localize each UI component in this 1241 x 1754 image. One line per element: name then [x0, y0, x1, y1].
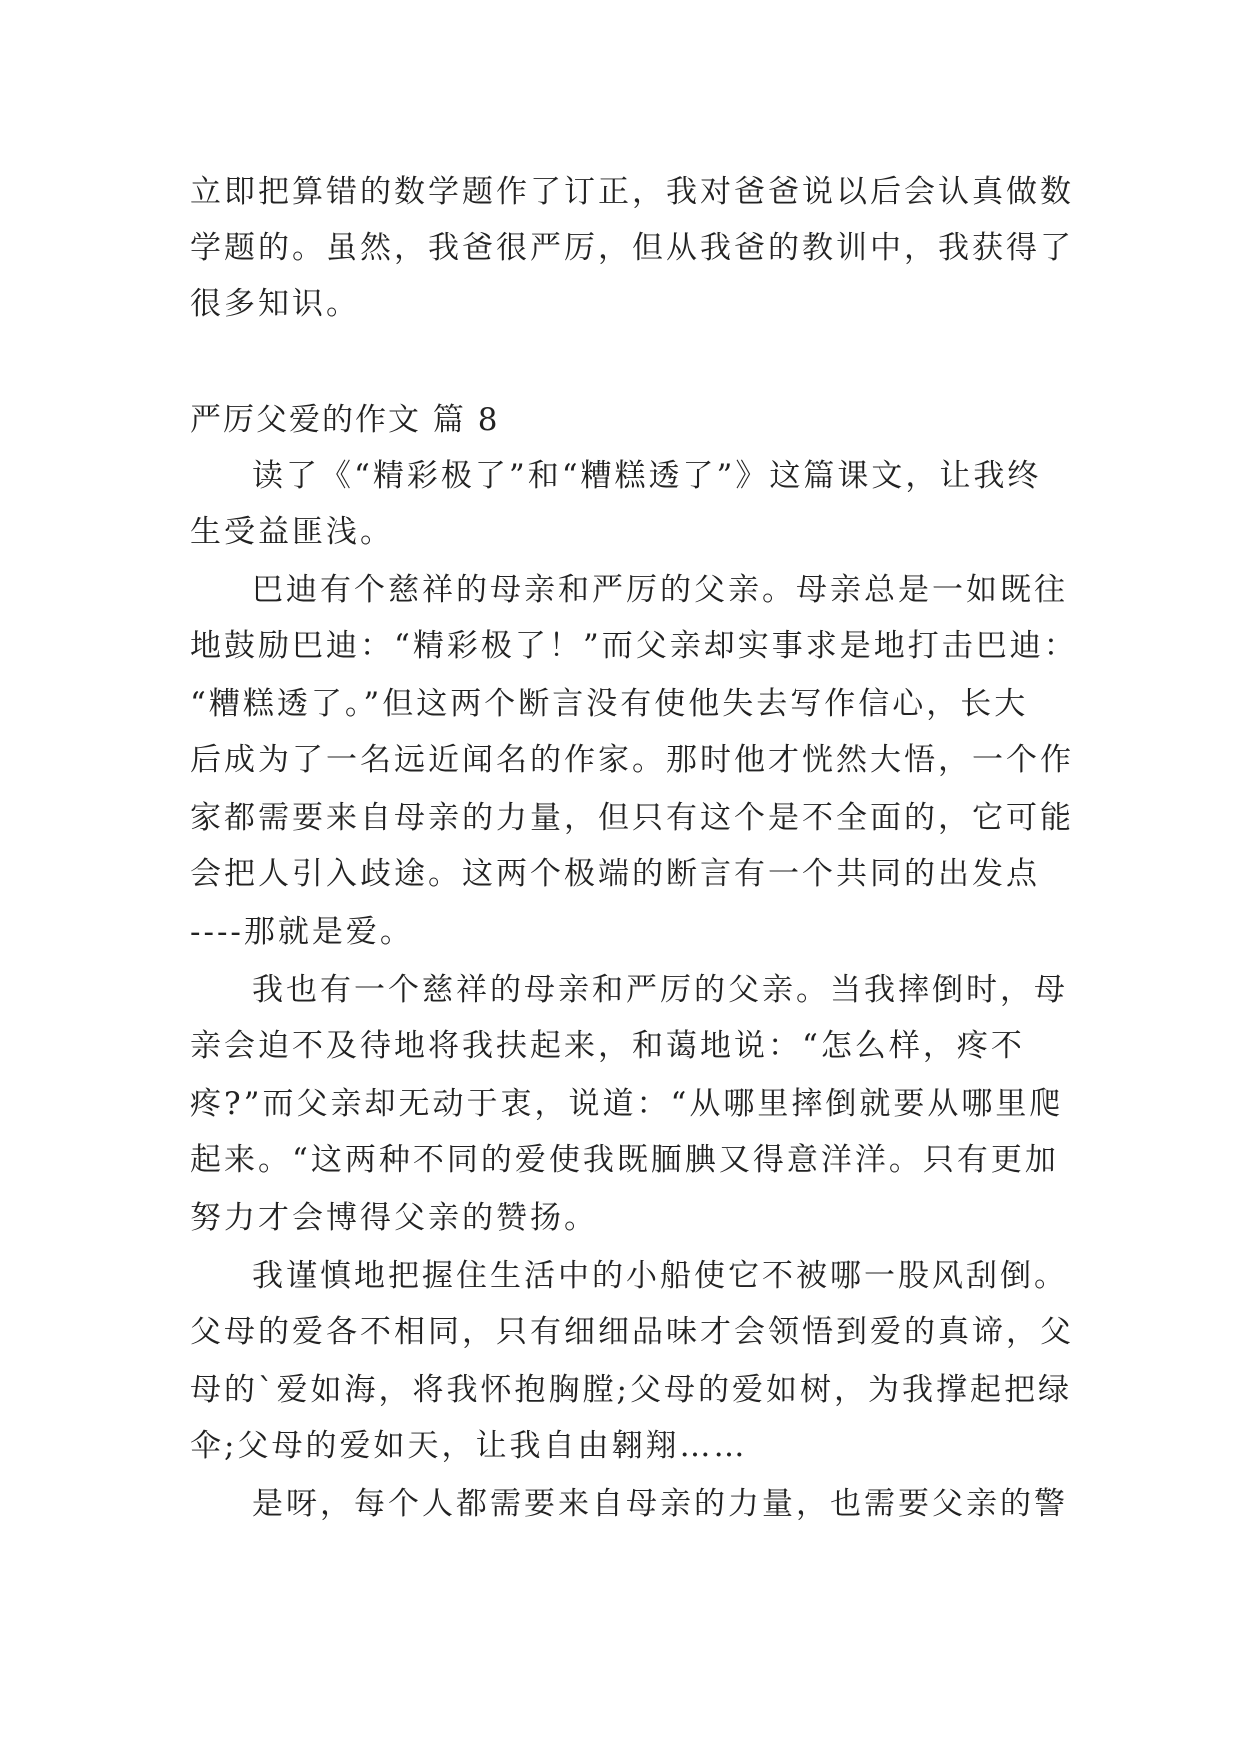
text-line: 立即把算错的数学题作了订正，我对爸爸说以后会认真做数 [190, 174, 1074, 210]
text-line: 父母的爱各不相同，只有细细品味才会领悟到爱的真谛，父 [190, 1314, 1074, 1350]
text-line: 努力才会博得父亲的赞扬。 [190, 1200, 598, 1236]
text-line: “糟糕透了。”但这两个断言没有使他失去写作信心，长大 [190, 686, 1029, 722]
text-line: 伞;父母的爱如天，让我自由翱翔…… [190, 1428, 748, 1464]
paragraph-first-line: 读了《“精彩极了”和“糟糕透了”》这篇课文，让我终 [252, 458, 1042, 494]
paragraph-first-line: 我也有一个慈祥的母亲和严厉的父亲。当我摔倒时，母 [252, 972, 1068, 1008]
text-line: 起来。“这两种不同的爱使我既腼腆又得意洋洋。只有更加 [190, 1142, 1059, 1178]
text-line: 后成为了一名远近闻名的作家。那时他才恍然大悟，一个作 [190, 742, 1074, 778]
text-line: 地鼓励巴迪：“精彩极了！”而父亲却实事求是地打击巴迪： [190, 628, 1078, 664]
paragraph-first-line: 我谨慎地把握住生活中的小船使它不被哪一股风刮倒。 [252, 1258, 1068, 1294]
text-line: 学题的。虽然，我爸很严厉，但从我爸的教训中，我获得了 [190, 230, 1074, 266]
text-line: 疼?”而父亲却无动于衷，说道：“从哪里摔倒就要从哪里爬 [190, 1086, 1064, 1122]
text-line: 母的`爱如海，将我怀抱胸膛;父母的爱如树，为我撑起把绿 [190, 1372, 1072, 1408]
paragraph-first-line: 是呀，每个人都需要来自母亲的力量，也需要父亲的警 [252, 1486, 1068, 1522]
text-line: ----那就是爱。 [190, 914, 414, 950]
section-heading: 严厉父爱的作文 篇 8 [190, 402, 500, 438]
text-line: 很多知识。 [190, 286, 360, 322]
text-line: 生受益匪浅。 [190, 514, 394, 550]
text-line: 亲会迫不及待地将我扶起来，和蔼地说：“怎么样，疼不 [190, 1028, 1025, 1064]
text-line: 会把人引入歧途。这两个极端的断言有一个共同的出发点 [190, 856, 1040, 892]
text-line: 家都需要来自母亲的力量，但只有这个是不全面的，它可能 [190, 800, 1074, 836]
paragraph-first-line: 巴迪有个慈祥的母亲和严厉的父亲。母亲总是一如既往 [252, 572, 1068, 608]
